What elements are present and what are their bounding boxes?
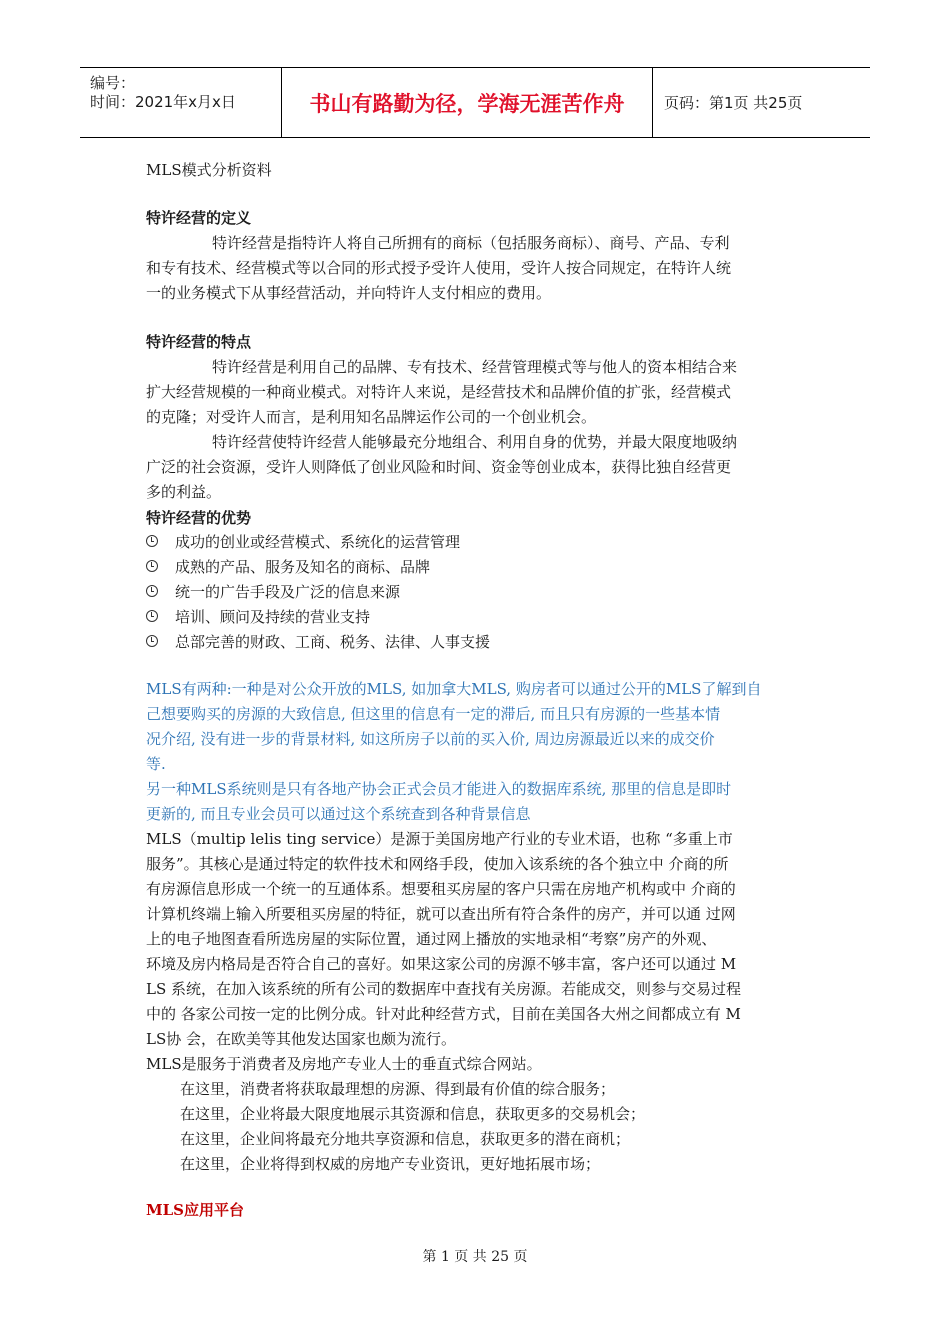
paragraph-line: 广泛的社会资源，受许人则降低了创业风险和时间、资金等创业成本，获得比独自经营更 xyxy=(146,458,732,476)
header-left-cell xyxy=(80,68,282,137)
mls-types-line: 等. xyxy=(146,755,166,773)
clock-bullet-icon xyxy=(146,610,158,622)
clock-bullet-icon xyxy=(146,535,158,547)
time-label: 时间：2021年x月x日 xyxy=(90,93,236,111)
mls-types-line: 己想要购买的房源的大致信息, 但这里的信息有一定的滞后, 而且只有房源的一些基本情 xyxy=(146,705,721,723)
mls-types-line: 另一种MLS系统则是只有各地产协会正式会员才能进入的数据库系统, 那里的信息是即时 xyxy=(146,780,732,798)
mls-types-line: MLS有两种:一种是对公众开放的MLS, 如加拿大MLS, 购房者可以通过公开的MLS了解到自 xyxy=(146,680,762,698)
mls-description-line: 上的电子地图查看所选房屋的实际位置，通过网上播放的实地录相“考察”房产的外观、 xyxy=(146,930,717,948)
mls-point: 在这里，企业间将最充分地共享资源和信息，获取更多的潜在商机； xyxy=(180,1130,631,1148)
paragraph-line: 扩大经营规模的一种商业模式。对特许人来说，是经营技术和品牌价值的扩张，经营模式 xyxy=(146,383,732,401)
list-item: 培训、顾问及持续的营业支持 xyxy=(146,605,370,630)
clock-bullet-icon xyxy=(146,585,158,597)
section-heading-definition: 特许经营的定义 xyxy=(146,209,252,227)
page-info: 页码：第1页 共25页 xyxy=(664,94,803,112)
section-heading-advantages: 特许经营的优势 xyxy=(146,509,252,527)
mls-platform-heading: MLS应用平台 xyxy=(146,1201,244,1219)
page-footer: 第 1 页 共 25 页 xyxy=(422,1249,528,1265)
paragraph-line: 特许经营使特许经营人能够最充分地组合、利用自身的优势，并最大限度地吸纳 xyxy=(212,433,738,451)
mls-description-line: 有房源信息形成一个统一的互通体系。想要租买房屋的客户只需在房地产机构或中 介商的 xyxy=(146,880,736,898)
header-page-cell xyxy=(653,68,870,137)
mls-point: 在这里，消费者将获取最理想的房源、得到最有价值的综合服务； xyxy=(180,1080,616,1098)
header-motto-cell xyxy=(282,68,653,137)
clock-bullet-icon xyxy=(146,560,158,572)
mls-description-line: LS协 会，在欧美等其他发达国家也颇为流行。 xyxy=(146,1030,457,1048)
mls-description-line: 服务”。其核心是通过特定的软件技术和网络手段，使加入该系统的各个独立中 介商的所 xyxy=(146,855,729,873)
mls-description-line: 环境及房内格局是否符合自己的喜好。如果这家公司的房源不够丰富，客户还可以通过 M xyxy=(146,955,737,973)
mls-description-line: LS 系统，在加入该系统的所有公司的数据库中查找有关房源。若能成交，则参与交易过程 xyxy=(146,980,742,998)
document-title: MLS模式分析资料 xyxy=(146,161,272,179)
mls-description-line: 计算机终端上输入所要租买房屋的特征，就可以查出所有符合条件的房产，并可以通 过网 xyxy=(146,905,736,923)
list-item: 总部完善的财政、工商、税务、法律、人事支援 xyxy=(146,630,490,655)
mls-types-line: 况介绍, 没有进一步的背景材料, 如这所房子以前的买入价, 周边房源最近以来的成交价 xyxy=(146,730,715,748)
mls-description-line: MLS是服务于消费者及房地产专业人士的垂直式综合网站。 xyxy=(146,1055,542,1073)
mls-point: 在这里，企业将最大限度地展示其资源和信息，获取更多的交易机会； xyxy=(180,1105,646,1123)
mls-types-line: 更新的, 而且专业会员可以通过这个系统查到各种背景信息 xyxy=(146,805,531,823)
paragraph-line: 特许经营是指特许人将自己所拥有的商标（包括服务商标）、商号、产品、专利 xyxy=(212,234,730,252)
mls-point: 在这里，企业将得到权威的房地产专业资讯，更好地拓展市场； xyxy=(180,1155,601,1173)
paragraph-line: 多的利益。 xyxy=(146,483,222,501)
paragraph-line: 一的业务模式下从事经营活动，并向特许人支付相应的费用。 xyxy=(146,284,552,302)
list-item: 统一的广告手段及广泛的信息来源 xyxy=(146,580,400,605)
clock-bullet-icon xyxy=(146,635,158,647)
mls-description-line: 中的 各家公司按一定的比例分成。针对此种经营方式，目前在美国各大州之间都成立有 M xyxy=(146,1005,741,1023)
paragraph-line: 特许经营是利用自己的品牌、专有技术、经营管理模式等与他人的资本相结合来 xyxy=(212,358,738,376)
page-header xyxy=(80,67,870,138)
section-heading-features: 特许经营的特点 xyxy=(146,333,252,351)
number-label: 编号： xyxy=(90,74,136,92)
list-item: 成熟的产品、服务及知名的商标、品牌 xyxy=(146,555,430,580)
list-item: 成功的创业或经营模式、系统化的运营管理 xyxy=(146,530,460,555)
paragraph-line: 的克隆；对受许人而言，是利用知名品牌运作公司的一个创业机会。 xyxy=(146,408,597,426)
mls-description-line: MLS（multip lelis ting service）是源于美国房地产行业的专业术语，也称 “多重上市 xyxy=(146,830,733,848)
paragraph-line: 和专有技术、经营模式等以合同的形式授予受许人使用，受许人按合同规定，在特许人统 xyxy=(146,259,732,277)
motto: 书山有路勤为径，学海无涯苦作舟 xyxy=(309,91,625,116)
